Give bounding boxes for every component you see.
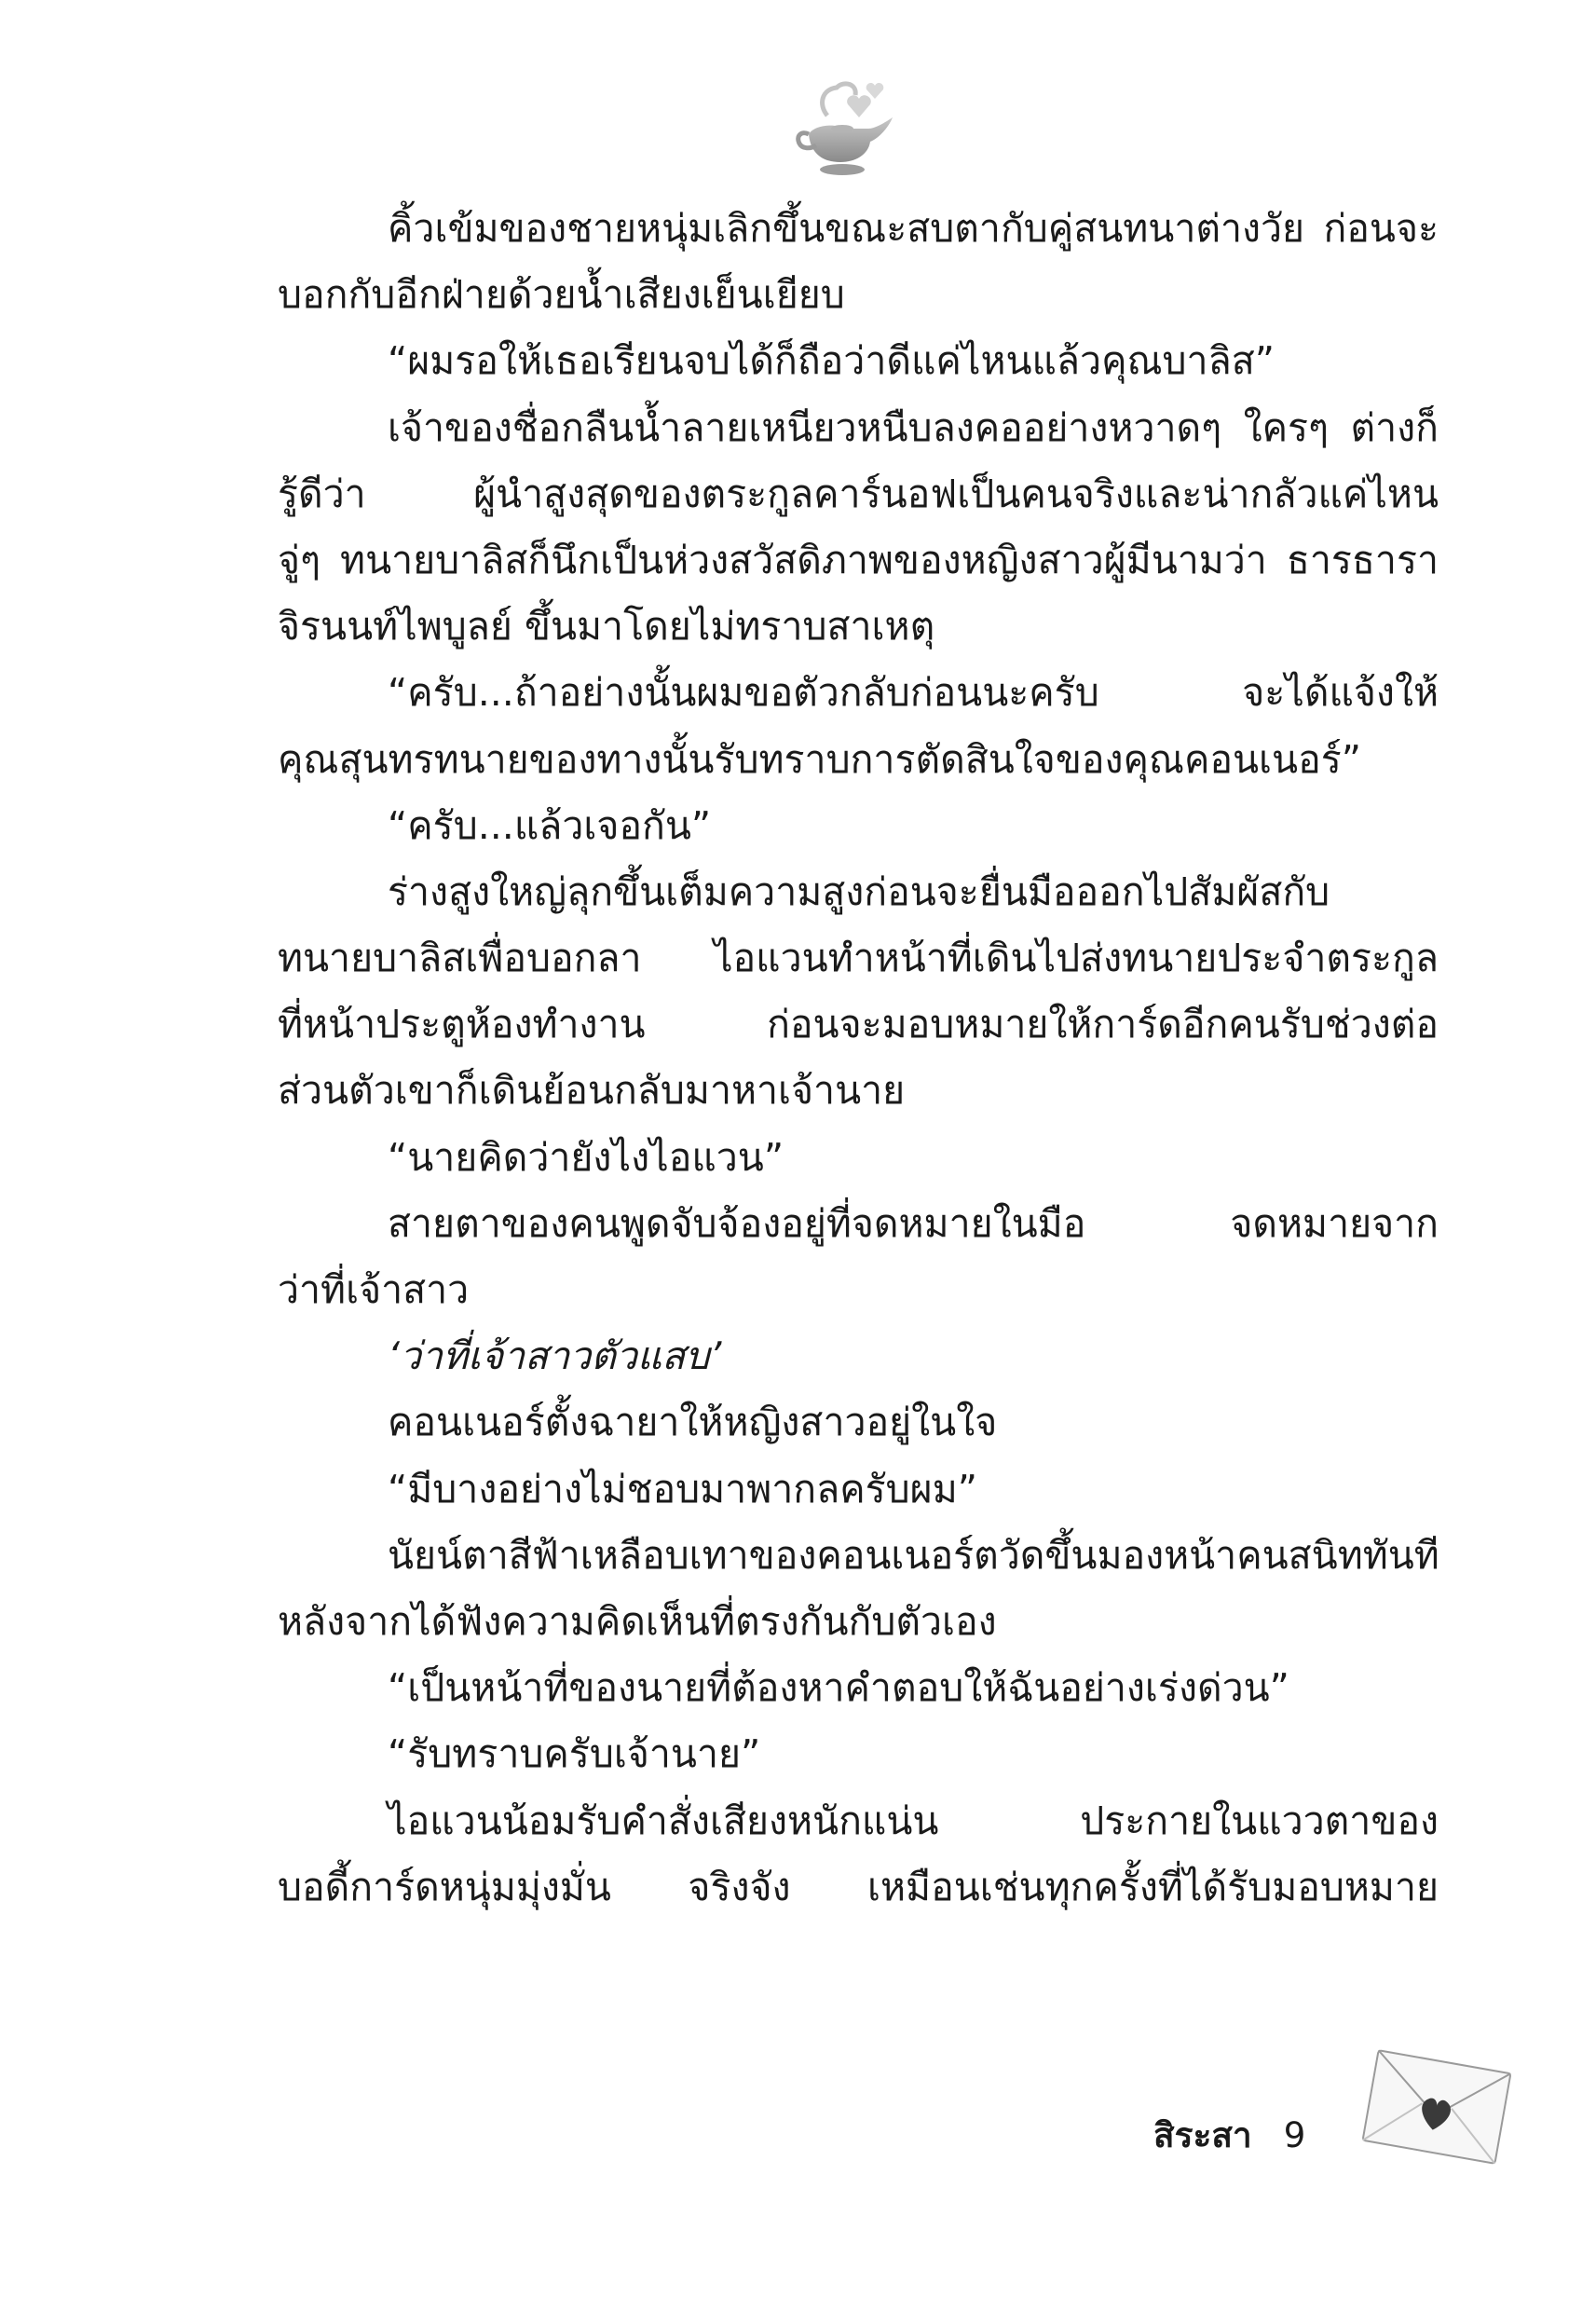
text-line: ที่หน้าประตูห้องทำงาน ก่อนจะมอบหมายให้การ์ดอีกคนรับช่วงต่อ bbox=[278, 1002, 1439, 1047]
text-line: ส่วนตัวเขาก็เดินย้อนกลับมาหาเจ้านาย bbox=[278, 1068, 906, 1114]
text-line: คิ้วเข้มของชายหนุ่มเลิกขึ้นขณะสบตากับคู่สนทนาต่างวัย ก่อนจะ bbox=[388, 206, 1439, 251]
page-number: 9 bbox=[1283, 2115, 1306, 2155]
page-footer bbox=[1153, 2108, 1305, 2163]
text-line: หลังจากได้ฟังความคิดเห็นที่ตรงกันกับตัวเอง bbox=[278, 1598, 997, 1644]
book-title: สิระสา bbox=[1153, 2115, 1252, 2155]
text-line: “นายคิดว่ายังไงไอแวน” bbox=[388, 1134, 784, 1180]
text-line: จิรนนท์ไพบูลย์ ขึ้นมาโดยไม่ทราบสาเหตุ bbox=[278, 604, 935, 650]
text-line: “ผมรอให้เธอเรียนจบได้ก็ถือว่าดีแค่ไหนแล้วคุณบาลิส” bbox=[388, 338, 1275, 384]
text-line: ไอแวนน้อมรับคำสั่งเสียงหนักแน่น ประกายในแววตาของ bbox=[388, 1798, 1439, 1843]
text-line: “ครับ...ถ้าอย่างนั้นผมขอตัวกลับก่อนนะครับ จะได้แจ้งให้ bbox=[388, 670, 1439, 716]
text-line: เจ้าของชื่อกลืนน้ำลายเหนียวหนืบลงคออย่างหวาดๆ ใครๆ ต่างก็ bbox=[388, 404, 1439, 450]
text-line: สายตาของคนพูดจับจ้องอยู่ที่จดหมายในมือ จดหมายจาก bbox=[388, 1200, 1439, 1246]
text-line: ‘ว่าที่เจ้าสาวตัวแสบ’ bbox=[388, 1333, 722, 1379]
text-line: คอนเนอร์ตั้งฉายาให้หญิงสาวอยู่ในใจ bbox=[388, 1400, 998, 1445]
text-line: คุณสุนทรทนายของทางนั้นรับทราบการตัดสินใจของคุณคอนเนอร์” bbox=[278, 736, 1361, 782]
text-line: บอดี้การ์ดหนุ่มมุ่งมั่น จริงจัง เหมือนเช่นทุกครั้งที่ได้รับมอบหมาย bbox=[278, 1864, 1439, 1909]
body-text bbox=[278, 196, 1439, 1921]
text-line: จู่ๆ ทนายบาลิสก็นึกเป็นห่วงสวัสดิภาพของหญิงสาวผู้มีนามว่า ธารธารา bbox=[278, 537, 1439, 582]
text-line: ร่างสูงใหญ่ลุกขึ้นเต็มความสูงก่อนจะยื่นมือออกไปสัมผัสกับ bbox=[388, 868, 1330, 914]
text-line: “รับทราบครับเจ้านาย” bbox=[388, 1731, 761, 1777]
text-line: รู้ดีว่า ผู้นำสูงสุดของตระกูลคาร์นอฟเป็นคนจริงและน่ากลัวแค่ไหน bbox=[278, 471, 1439, 516]
text-line: “เป็นหน้าที่ของนายที่ต้องหาคำตอบให้ฉันอย่างเร่งด่วน” bbox=[388, 1665, 1289, 1711]
text-line: ว่าที่เจ้าสาว bbox=[278, 1267, 470, 1312]
text-line: “มีบางอย่างไม่ชอบมาพากลครับผม” bbox=[388, 1466, 977, 1511]
heart-envelope-icon bbox=[1357, 2041, 1517, 2173]
text-line: นัยน์ตาสีฟ้าเหลือบเทาของคอนเนอร์ตวัดขึ้นมองหน้าคนสนิททันที bbox=[388, 1532, 1439, 1578]
text-line: “ครับ...แล้วเจอกัน” bbox=[388, 802, 712, 848]
text-line: บอกกับอีกฝ่ายด้วยน้ำเสียงเย็นเยียบ bbox=[278, 272, 845, 318]
text-line: ทนายบาลิสเพื่อบอกลา ไอแวนทำหน้าที่เดินไปส่งทนายประจำตระกูล bbox=[278, 936, 1439, 981]
genie-lamp-hearts-icon bbox=[790, 76, 894, 190]
